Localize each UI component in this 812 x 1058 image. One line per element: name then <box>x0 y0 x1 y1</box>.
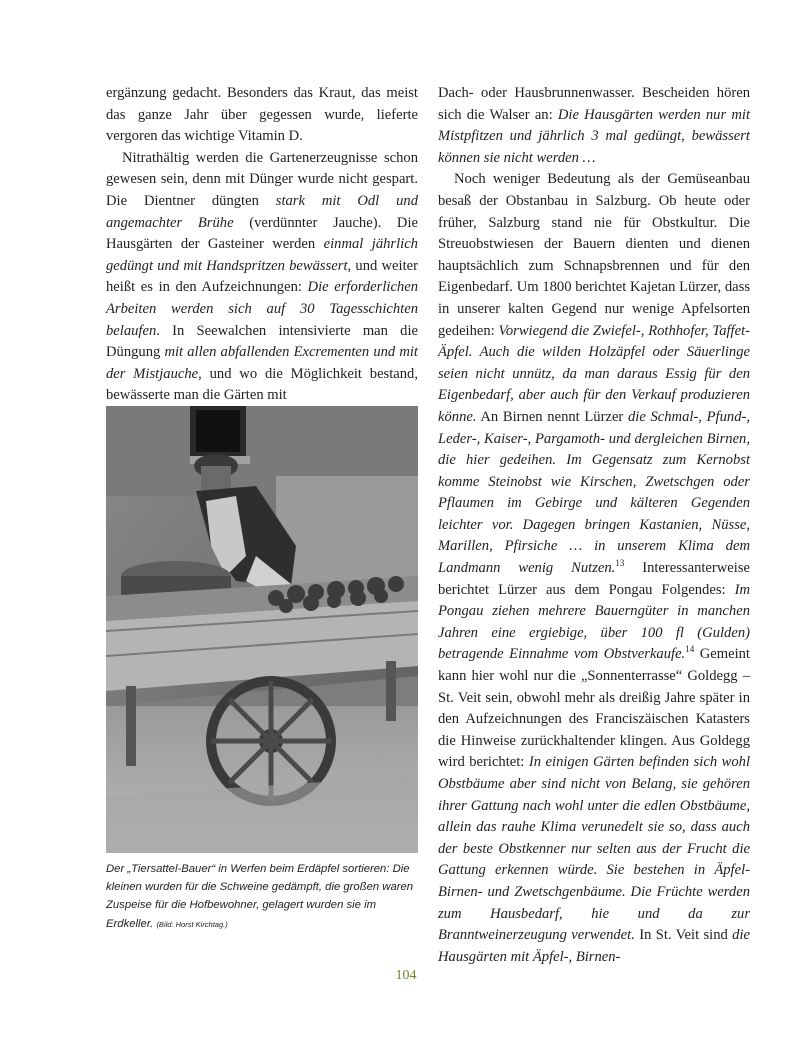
footnote-ref: 14 <box>685 644 695 655</box>
paragraph: Dach- oder Hausbrunnenwasser. Bescheiden hören sich die Walser an: Die Hausgärten werden nur mit Mistpfitzen und jährlich 3 mal gedüngt, bewässert können sie nicht werden … <box>438 85 751 166</box>
right-text-column <box>438 83 750 968</box>
page-number: 104 <box>395 968 417 983</box>
paragraph: Noch weniger Bedeutung als der Gemüseanbau besaß der Obstanbau in Salzburg. Ob heute oder früher, Salzburg stand nie für Obstkultur. Die Streuobstwiesen der Bauern dienten und dienen hauptsächlich zum Schnapsbrennen und für den Eigenbedarf. Um 1800 berichtet Kajetan Lürzer, dass in unserer kalten Gegend nur wenige Apfelsorten gedeihen: Vorwiegend die Zwiefel-, Rothhofer, Taffet-Äpfel. Auch die wilden Holzäpfel oder Säuerlinge seien nicht unnütz, da man daraus Essig für den Eigenbedarf, aber auch für den Verkauf produzieren könne. An Birnen nennt Lürzer die Schmal-, Pfund-, Leder-, Kaiser-, Pargamoth- und dergleichen Birnen, die hier gedeihen. Im Gegensatz zum Kernobst komme Steinobst wie Kirschen, Zwetschgen oder Pflaumen im Gebirge und kälteren Gegenden leichter vor. Dagegen bringen Kastanien, Nüsse, Marillen, Pfirsiche … in unserem Klima dem Landmann wenig Nutzen.$^{13}$ Interessanterweise berichtet Lürzer aus dem Pongau Folgendes: Im Pongau ziehen mehrere Bauerngüter in manchen Jahren eine ergiebige, über 100 fl (Gulden) betragende Einnahme vom Obstverkaufe.$^{14}$ Gemeint kann hier wohl nur die „Sonnenterrasse“ Goldegg – St. Veit sein, obwohl mehr als dreißig Jahre später in den Aufzeichnungen des Franciszäischen Katasters die Hinweise zurückhaltender klingen. Aus Goldegg wird berichtet: In einigen Gärten befinden sich wohl Obstbäume aber sind nicht von Belang, sie gehören ihrer Gattung nach wohl unter die edlen Obstbäume, allein das rauhe Klima verunedelt sie so, dass auch der beste Obstkenner nur selten aus der Frucht die Gattung erkennen würde. Sie bestehen in Äpfel- Birnen- und Zwetschgenbäume. Die Früchte werden zum Hausbedarf, hie und da zur Branntweinerzeugung verwendet. In St. Veit sind die Hausgärten mit Äpfel-, Birnen- <box>438 171 751 965</box>
photo-farmer-sorting-potatoes <box>106 406 418 853</box>
photo-credit: (Bild: Horst Kirchtag.) <box>156 919 228 929</box>
footnote-ref: 13 <box>615 558 625 569</box>
paragraph: Nitrathältig werden die Gartenerzeugnisse schon gewesen sein, denn mit Dünger wurde nicht gespart. Die Dientner düngten stark mit Odl und angemachter Brühe (verdünnter Jauche). Die Hausgärten der Gasteiner werden einmal jährlich gedüngt und mit Handspritzen bewässert, und weiter heißt es in den Aufzeichnungen: Die erforderlichen Arbeiten werden sich auf 30 Tagesschichten belaufen. In Seewalchen intensivierte man die Düngung mit allen abfallenden Excrementen und mit der Mistjauche, und wo die Möglichkeit bestand, bewässerte man die Gärten mit <box>106 149 418 404</box>
left-text-column <box>106 83 418 407</box>
paragraph: ergänzung gedacht. Besonders das Kraut, das meist das ganze Jahr über gegessen wurde, lieferte vergoren das wichtige Vitamin D. <box>106 85 418 145</box>
photo-caption: Der „Tiersattel-Bauer“ in Werfen beim Erdäpfel sortieren: Die kleinen wurden für die Schweine gedämpft, die großen waren Zuspeise für die Hofbewohner, gelagert wurden sie im Erdkeller. (Bild: Horst Kirchtag.) <box>106 863 414 930</box>
